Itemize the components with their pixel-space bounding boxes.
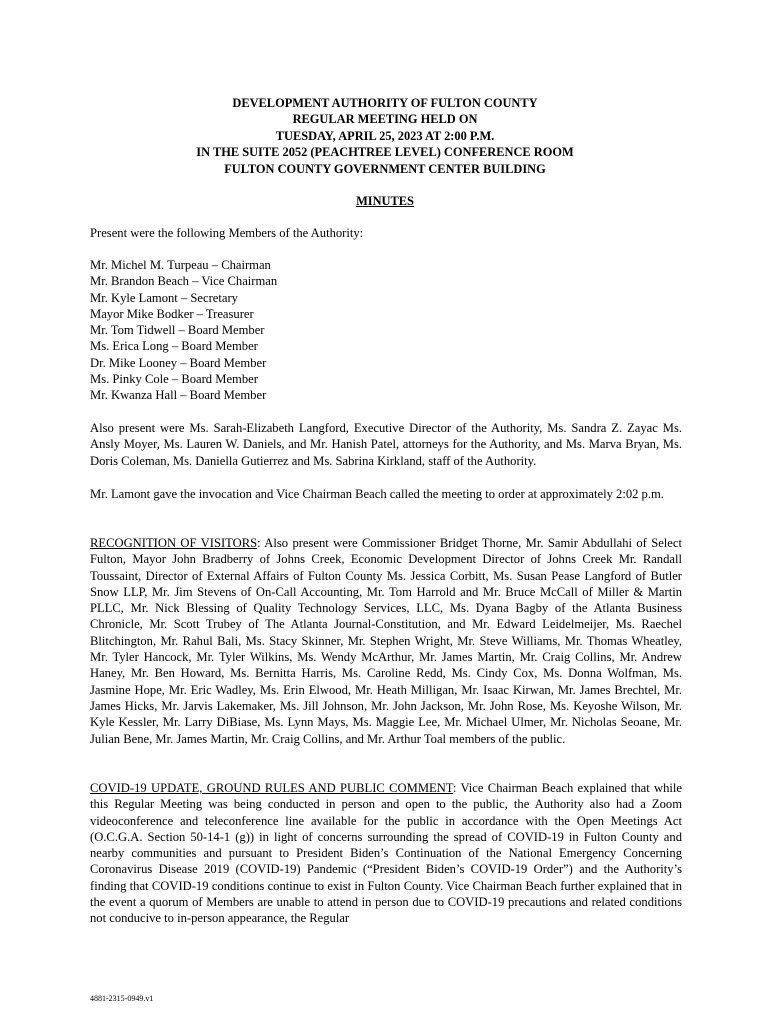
covid-heading: COVID-19 UPDATE, GROUND RULES AND PUBLIC COMMENT [90, 781, 453, 795]
member-item: Mayor Mike Bodker – Treasurer [90, 306, 254, 321]
member-item: Mr. Michel M. Turpeau – Chairman [90, 258, 271, 272]
members-list [90, 257, 682, 404]
covid-text: : Vice Chairman Beach explained that while this Regular Meeting was being conducted in person and open to the public, the Authority also had a Zoom videoconference and teleconference line available for the public in accordance with the Open Meetings Act (O.C.G.A. Section 50-14-1 (g)) in light of concerns surrounding the spread of COVID-19 in Fulton County and nearby communities and pursuant to President Biden’s Continuation of the National Emergency Concerning Coronavirus Disease 2019 (COVID-19) Pandemic (“President Biden’s COVID-19 Order”) and the Authority’s finding that COVID-19 conditions continue to exist in Fulton County. Vice Chairman Beach further explained that in the event a quorum of Members are unable to attend in person due to COVID-19 precautions and related conditions not conducive to in-person appearance, the Regular [90, 781, 683, 926]
visitors-heading: RECOGNITION OF VISITORS [90, 536, 258, 550]
document-header [90, 95, 680, 177]
header-line-2: REGULAR MEETING HELD ON [292, 112, 478, 127]
member-item: Mr. Tom Tidwell – Board Member [90, 323, 265, 338]
member-item: Ms. Pinky Cole – Board Member [90, 372, 258, 387]
member-item: Mr. Kwanza Hall – Board Member [90, 388, 267, 403]
intro-paragraph: Present were the following Members of the Authority: [90, 226, 364, 240]
header-line-4: IN THE SUITE 2052 (PEACHTREE LEVEL) CONFERENCE ROOM [196, 145, 574, 160]
header-line-5: FULTON COUNTY GOVERNMENT CENTER BUILDING [224, 161, 546, 176]
visitors-text: : Also present were Commissioner Bridget Thorne, Mr. Samir Abdullahi of Select Fulton, Mayor John Bradberry of Johns Creek, Economic Development Director of Johns Creek Mr. Randall Toussaint, Director of External Affairs of Fulton County Ms. Jessica Corbitt, Ms. Susan Pease Langford of Butler Snow LLP, Mr. Jim Stevens of On-Call Accounting, Mr. Tom Harrold and Mr. Bruce McCall of Miller & Martin PLLC, Mr. Nick Blessing of Quality Technology Services, LLC, Ms. Dyana Bagby of the Atlanta Business Chronicle, Mr. Scott Trubey of The Atlanta Journal-Constitution, and Mr. Edward Leidelmeijer, Ms. Raechel Blitchington, Mr. Rahul Bali, Ms. Stacy Skinner, Mr. Stephen Wright, Mr. Steve Williams, Mr. Thomas Wheatley, Mr. Tyler Hancock, Mr. Tyler Wilkins, Ms. Wendy McArthur, Mr. James Martin, Mr. Craig Collins, Mr. Andrew Haney, Mr. Ben Howard, Ms. Bernitta Harris, Ms. Caroline Redd, Ms. Cindy Cox, Ms. Donna Wolfman, Ms. Jasmine Hope, Mr. Eric Wadley, Ms. Erin Elwood, Mr. Heath Milligan, Mr. Isaac Kirwan, Mr. James Brechtel, Mr. James Hicks, Mr. Jarvis Lakemaker, Ms. Jill Johnson, Mr. John Jackson, Mr. John Rose, Ms. Keyoshe Wilson, Mr. Kyle Kessler, Mr. Larry DiBiase, Ms. Lynn Mays, Ms. Maggie Lee, Mr. Michael Ulmer, Mr. Nicholas Seoane, Mr. Julian Bene, Mr. James Martin, Mr. Craig Collins, and Mr. Arthur Toal members of the public. [90, 536, 682, 746]
covid-paragraph [90, 780, 682, 927]
header-line-1: DEVELOPMENT AUTHORITY OF FULTON COUNTY [232, 96, 538, 110]
document-id-footer: 4881-2315-0949.v1 [90, 994, 154, 1003]
member-item: Dr. Mike Looney – Board Member [90, 355, 267, 370]
member-item: Ms. Erica Long – Board Member [90, 339, 258, 354]
header-line-3: TUESDAY, APRIL 25, 2023 AT 2:00 P.M. [275, 128, 495, 143]
member-item: Mr. Brandon Beach – Vice Chairman [90, 274, 278, 289]
minutes-title: MINUTES [356, 194, 414, 208]
also-present-paragraph: Also present were Ms. Sarah-Elizabeth Langford, Executive Director of the Authority, Ms. Sandra Z. Zayac Ms. Ansly Moyer, Ms. Lauren W. Daniels, and Mr. Hanish Patel, attorneys for the Authority, and Ms. Marva Bryan, Ms. Doris Coleman, Ms. Daniella Gutierrez and Ms. Sabrina Kirkland, staff of the Authority. [90, 421, 682, 468]
visitors-paragraph [90, 535, 682, 747]
member-item: Mr. Kyle Lamont – Secretary [90, 290, 238, 305]
invocation-paragraph: Mr. Lamont gave the invocation and Vice Chairman Beach called the meeting to order at approximately 2:02 p.m. [90, 487, 664, 501]
